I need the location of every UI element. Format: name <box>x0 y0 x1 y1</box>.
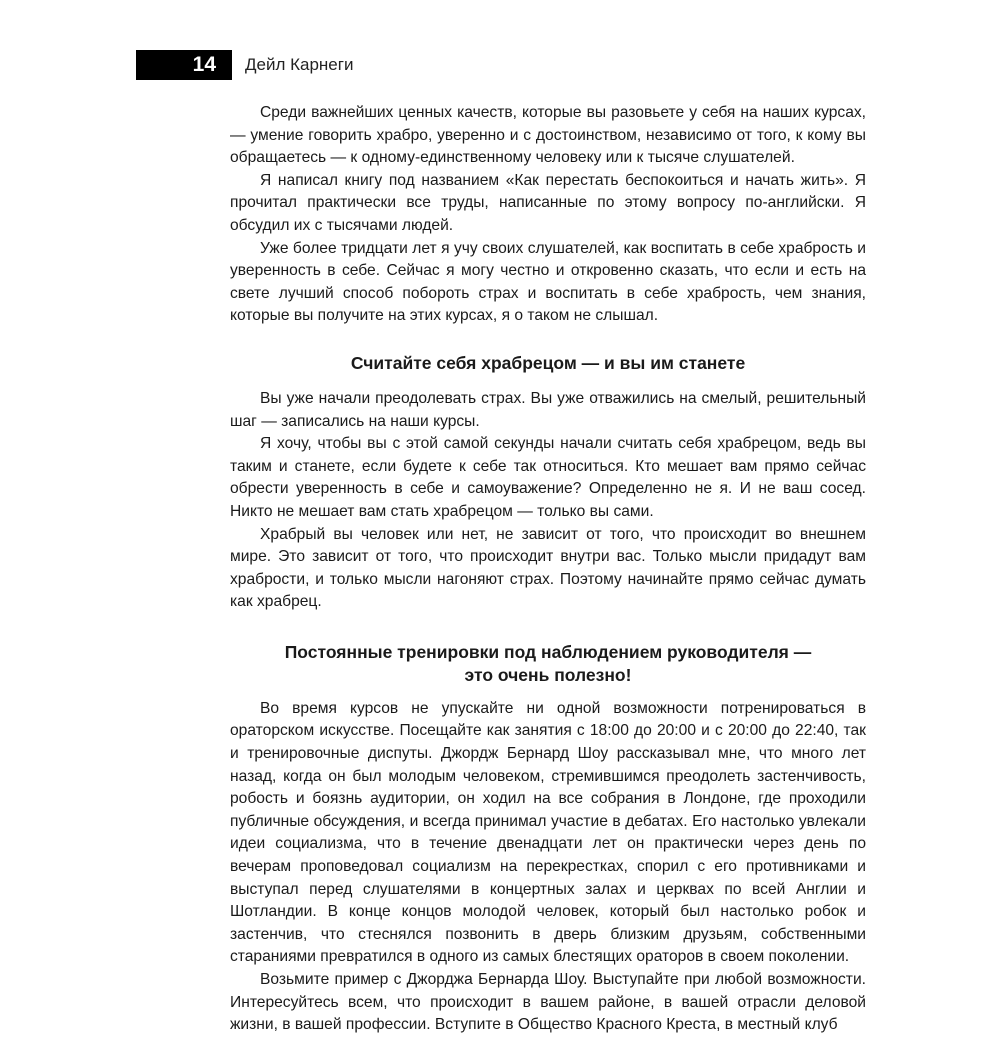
section-heading-line-2: это очень полезно! <box>464 664 632 685</box>
paragraph: Среди важнейших ценных качеств, которые вы разовьете у себя на наших курсах, — умение говорить храбро, уверенно и с достоинством, независимо от того, к кому вы обращаетесь — к одному-единственному человеку или к тысяче слушателей. <box>230 104 866 167</box>
paragraph: Уже более тридцати лет я учу своих слушателей, как воспитать в себе храбрость и уверенность в себе. Сейчас я могу честно и откровенно сказать, что если и есть на свете лучший способ побороть страх и воспитать в себе храбрость, чем знания, которые вы получите на этих курсах, я о таком не слышал. <box>230 239 866 325</box>
paragraph: Я хочу, чтобы вы с этой самой секунды начали считать себя храбрецом, ведь вы таким и станете, если будете к себе так относиться. Кто мешает вам прямо сейчас обрести уверенность в себе и самоуважение? Определенно не я. И не ваш сосед. Никто не мешает вам стать храбрецом — только вы сами. <box>230 435 866 520</box>
paragraph: Я написал книгу под названием «Как перестать беспокоиться и начать жить». Я прочитал практически все труды, написанные по этому вопросу по-английски. Я обсудил их с тысячами людей. <box>230 171 866 234</box>
section-heading-line-1: Постоянные тренировки под наблюдением руководителя — <box>284 641 812 662</box>
running-head-author: Дейл Карнеги <box>245 55 354 74</box>
section-heading: Считайте себя храбрецом — и вы им станете <box>350 352 746 373</box>
paragraph: Возьмите пример с Джорджа Бернарда Шоу. Выступайте при любой возможности. Интересуйтесь всем, что происходит в вашем районе, в вашей отрасли деловой жизни, в вашей профессии. Вступите в Общество Красного Креста, в местный клуб <box>230 971 866 1034</box>
paragraph: Вы уже начали преодолевать страх. Вы уже отважились на смелый, решительный шаг — записались на наши курсы. <box>230 389 866 430</box>
paragraph: Храбрый вы человек или нет, не зависит от того, что происходит во внешнем мире. Это зависит от того, что происходит внутри вас. Только мысли придадут вам храбрости, и только мысли нагоняют страх. Поэтому начинайте прямо сейчас думать как храбрец. <box>230 525 866 611</box>
page-number: 14 <box>136 50 232 80</box>
page-body <box>230 102 866 1037</box>
paragraph: Во время курсов не упускайте ни одной возможности потренироваться в ораторском искусстве. Посещайте как занятия с 18:00 до 20:00 и с 20:00 до 22:40, так и тренировочные диспуты. Джордж Бернард Шоу рассказывал мне, что много лет назад, когда он был молодым человеком, стремившимся преодолеть застенчивость, робость и боязнь аудитории, он ходил на все собрания в Лондоне, где проходили публичные обсуждения, и всегда принимал участие в дебатах. Его настолько увлекали идеи социализма, что в течение двенадцати лет он практически через день по вечерам проповедовал социализм на перекрестках, спорил с его противниками и выступал перед слушателями в концертных залах и церквах по всей Англии и Шотландии. В конце концов молодой человек, который был настолько робок и застенчив, что стеснялся позвонить в дверь близким друзьям, собственными стараниями превратился в одного из самых блестящих ораторов в своем поколении. <box>230 699 866 966</box>
page-header <box>0 50 1000 80</box>
section-heading <box>230 641 866 687</box>
